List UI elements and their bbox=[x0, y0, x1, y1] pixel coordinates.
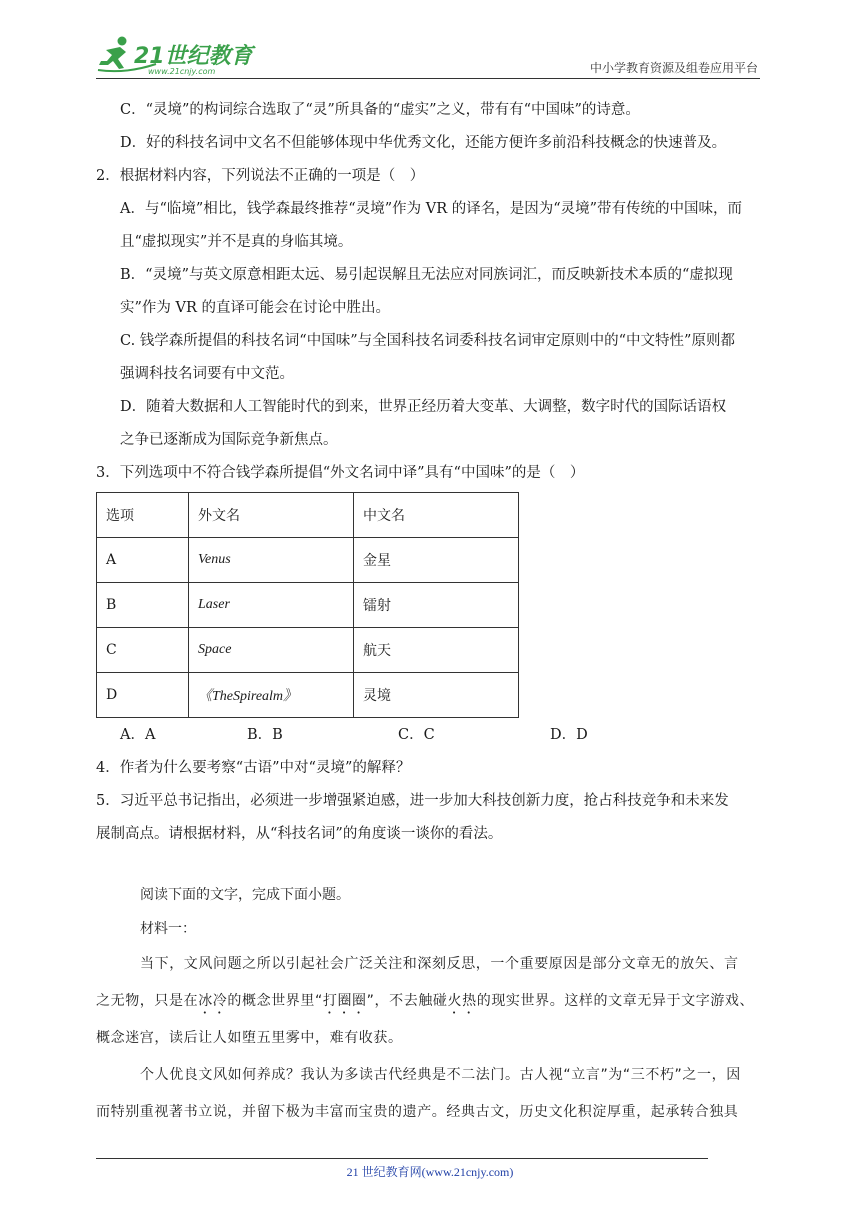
emphasized-text: 火热 bbox=[447, 993, 477, 1009]
q1-option-c: C．“灵境”的构词综合选取了“灵”所具备的“虚实”之义，带有有“中国味”的诗意。 bbox=[120, 102, 640, 118]
table-row bbox=[97, 583, 519, 628]
table-row bbox=[97, 628, 519, 673]
paragraph-line: 之无物，只是在冰冷的概念世界里“打圈圈”，不去触碰火热的现实世界。这样的文章无异于文字游戏、 bbox=[96, 993, 755, 1009]
table-header-cell: 外文名 bbox=[189, 493, 354, 538]
paragraph-line: 当下，文风问题之所以引起社会广泛关注和深刻反思，一个重要原因是部分文章无的放矢、言 bbox=[140, 956, 739, 972]
table-row bbox=[97, 673, 519, 718]
table-cell: 金星 bbox=[354, 538, 519, 583]
site-logo[interactable] bbox=[96, 34, 266, 76]
table-cell: C bbox=[97, 628, 189, 673]
material-paragraph-2 bbox=[96, 1057, 768, 1131]
table-row bbox=[97, 538, 519, 583]
header-divider bbox=[96, 78, 760, 79]
q3-choice-d: D．D bbox=[550, 727, 588, 743]
q2-option-b-line1: B．“灵境”与英文原意相距太远、易引起误解且无法应对同族词汇，而反映新技术本质的“虚拟现 bbox=[120, 267, 733, 283]
q2-option-a-line1: A．与“临境”相比，钱学森最终推荐“灵境”作为 VR 的译名，是因为“灵境”带有传统的中国味，而 bbox=[120, 201, 743, 217]
q2-option-d-line2: 之争已逐渐成为国际竞争新焦点。 bbox=[120, 432, 338, 448]
q2-option-c-line2: 强调科技名词要有中文范。 bbox=[120, 366, 294, 382]
q3-choices bbox=[96, 718, 768, 752]
q2-stem: 2．根据材料内容，下列说法不正确的一项是（ ） bbox=[96, 168, 425, 184]
q2-option-d-line1: D．随着大数据和人工智能时代的到来，世界正经历着大变革、大调整，数字时代的国际话语权 bbox=[120, 399, 727, 415]
q3-choice-c: C．C bbox=[398, 727, 435, 743]
emphasized-text: 打圈圈 bbox=[322, 993, 367, 1009]
table-cell: 《TheSpirealm》 bbox=[189, 673, 354, 718]
runner-logo-icon bbox=[96, 34, 266, 76]
q2-option-a-line2: 且“虚拟现实”并不是真的身临其境。 bbox=[120, 234, 353, 250]
table-header-row bbox=[97, 493, 519, 538]
table-cell: Venus bbox=[189, 538, 354, 583]
paragraph-line: 概念迷宫，读后让人如堕五里雾中，难有收获。 bbox=[96, 1030, 403, 1046]
q3-choice-a: A．A bbox=[120, 727, 156, 743]
page-header bbox=[96, 30, 760, 78]
table-cell: 灵境 bbox=[354, 673, 519, 718]
document-body bbox=[96, 94, 768, 1131]
material-paragraph-1 bbox=[96, 946, 768, 1057]
q3-options-table bbox=[96, 492, 519, 718]
table-cell: 航天 bbox=[354, 628, 519, 673]
q2-option-c-line1: C. 钱学森所提倡的科技名词“中国味”与全国科技名词委科技名词审定原则中的“中文特性”原则都 bbox=[120, 333, 735, 349]
q5-line1: 5．习近平总书记指出，必须进一步增强紧迫感，进一步加大科技创新力度，抢占科技竞争和未来发 bbox=[96, 793, 729, 809]
q3-stem: 3．下列选项中不符合钱学森所提倡“外文名词中译”具有“中国味”的是（ ） bbox=[96, 465, 585, 481]
q2-option-b-line2: 实”作为 VR 的直译可能会在讨论中胜出。 bbox=[120, 300, 391, 316]
table-cell: D bbox=[97, 673, 189, 718]
footer-divider bbox=[96, 1158, 708, 1159]
table-cell: B bbox=[97, 583, 189, 628]
q3-choice-b: B．B bbox=[247, 727, 283, 743]
q1-option-d: D．好的科技名词中文名不但能够体现中华优秀文化，还能方便许多前沿科技概念的快速普及。 bbox=[120, 135, 727, 151]
platform-name: 中小学教育资源及组卷应用平台 bbox=[589, 61, 758, 75]
logo-wordmark: 21世纪教育 bbox=[134, 44, 253, 69]
table-cell: A bbox=[97, 538, 189, 583]
reading-instruction: 阅读下面的文字，完成下面小题。 bbox=[140, 887, 350, 903]
q4-stem: 4．作者为什么要考察“古语”中对“灵境”的解释？ bbox=[96, 760, 411, 776]
table-cell: Space bbox=[189, 628, 354, 673]
material-label: 材料一： bbox=[140, 921, 196, 937]
table-cell: Laser bbox=[189, 583, 354, 628]
logo-url: www.21cnjy.com bbox=[148, 67, 216, 76]
table-header-cell: 选项 bbox=[97, 493, 189, 538]
emphasized-text: 冰冷 bbox=[198, 993, 228, 1009]
footer-link[interactable]: 21 世纪教育网(www.21cnjy.com) bbox=[346, 1165, 514, 1179]
paragraph-line: 而特别重视著书立说，并留下极为丰富而宝贵的遗产。经典古文，历史文化积淀厚重，起承转合独具 bbox=[96, 1104, 739, 1120]
q5-line2: 展制高点。请根据材料，从“科技名词”的角度谈一谈你的看法。 bbox=[96, 826, 503, 842]
paragraph-line: 个人优良文风如何养成？我认为多读古代经典是不二法门。古人视“立言”为“三不朽”之一，因 bbox=[140, 1067, 741, 1083]
table-header-cell: 中文名 bbox=[354, 493, 519, 538]
table-cell: 镭射 bbox=[354, 583, 519, 628]
